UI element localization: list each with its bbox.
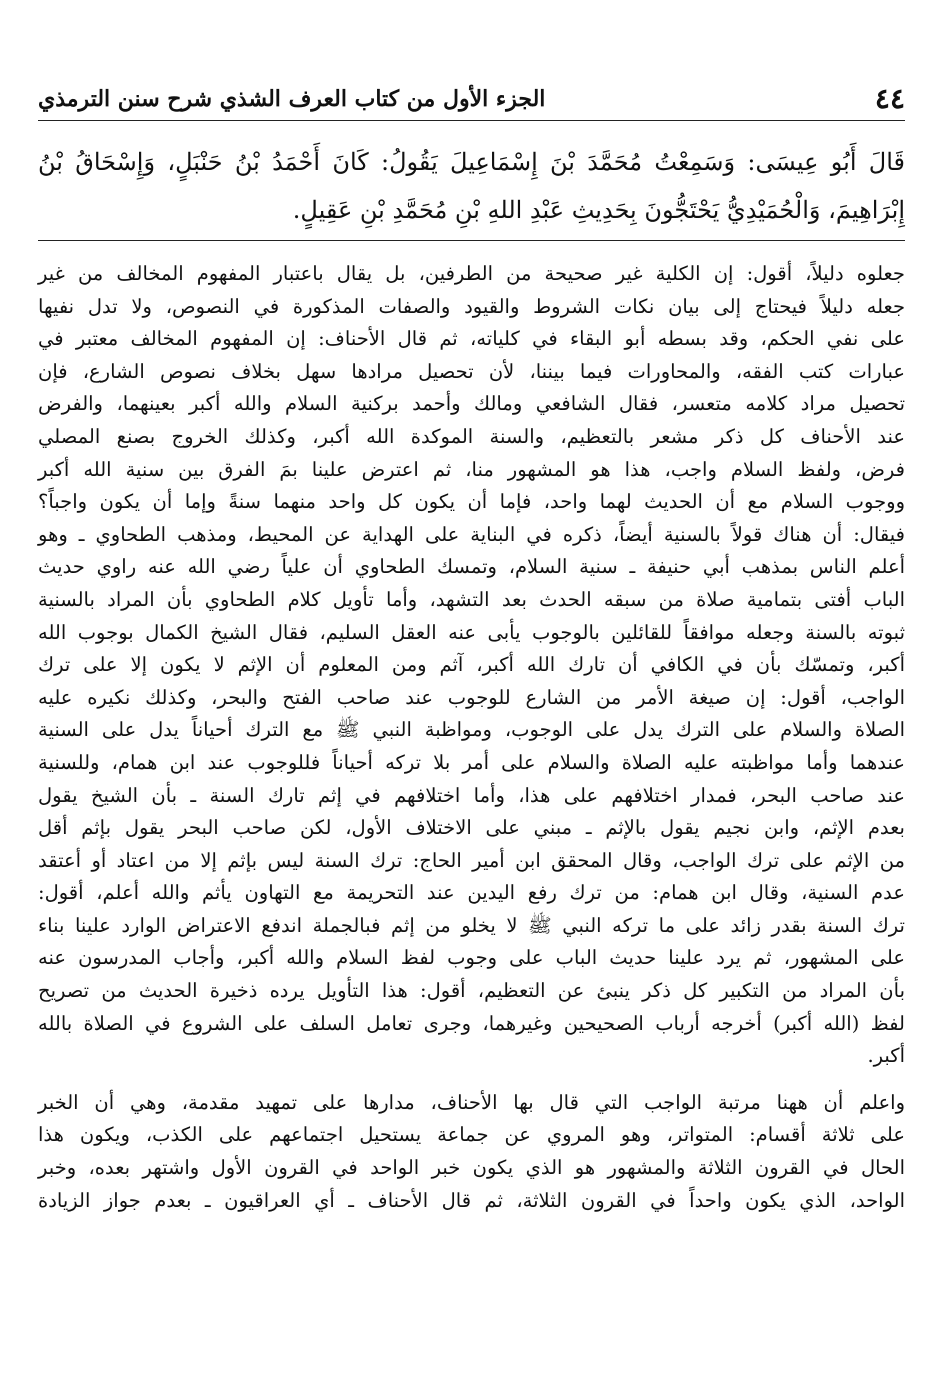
text-line: فرض، ولفظ السلام واجب، هذا هو المشهور منا، ثم اعترض علينا بمَ الفرق بين سنية الله أكبر bbox=[38, 457, 905, 481]
text-line: لفظ (الله أكبر) أخرجه أرباب الصحيحين وغيرهما، وجرى تعامل السلف على الشروع في الصلاة بالله bbox=[38, 1011, 905, 1035]
text-line: عند الأحناف كل ذكر مشعر بالتعظيم، والسنة الموكدة الله أكبر، وكذلك الخروج بصنع المصلي bbox=[38, 424, 905, 448]
text-line: جعله دليلاً فيحتاج إلى بيان نكات الشروط والقيود والصفات المذكورة في النصوص، ولا تدل نفيها bbox=[38, 294, 905, 318]
page-header bbox=[38, 80, 905, 121]
text-line: الحال في القرون الثلاثة والمشهور هو الذي يكون خبر الواحد في القرون الأول واشتهر بعده، وخبر bbox=[38, 1156, 905, 1180]
text-line: ترك السنة بقدر زائد على ما تركه النبي ﷺ لا يخلو من إثم فبالجملة اندفع الاعتراض الوارد علينا بناء bbox=[38, 913, 905, 937]
text-line: جعلوه دليلاً، أقول: إن الكلية غير صحيحة من الطرفين، بل يقال باعتبار المفهوم المخالف من غير bbox=[38, 262, 905, 285]
commentary-paragraph-2 bbox=[38, 1087, 905, 1217]
text-line: ووجوب السلام مع أن الحديث لهما واحد، فإما أن يكون كل واحد منهما سنةً وإما أن يكون واجباً؟ bbox=[38, 490, 905, 514]
text-line: بعدم الإثم، وابن نجيم يقول بالإثم ـ مبني على الاختلاف الأول، لكن صاحب البحر يقول بإثم أقل bbox=[38, 816, 905, 840]
text-line: الواجب، أقول: إن صيغة الأمر من الشارع للوجوب عند صاحب الفتح والبحر، وكذلك نكيره عليه bbox=[38, 685, 905, 709]
text-line: أكبر، وتمسّك بأن في الكافي أن تارك الله أكبر، آثم ومن المعلوم أن الإثم لا يكون إلا على ترك bbox=[38, 653, 905, 677]
text-line: ثبوته بالسنة وجعله موافقاً للقائلين بالوجوب يأبى عنه العقل السليم، فقال الشيخ الكمال بوجوب الله bbox=[38, 620, 905, 644]
commentary bbox=[38, 258, 905, 1217]
text-line: الواحد، الذي يكون واحداً في القرون الثلاثة، ثم قال الأحناف ـ أي العراقيون ـ بعدم جواز الزيادة bbox=[38, 1188, 905, 1212]
text-line: من الإثم على ترك الواجب، وقال المحقق ابن أمير الحاج: ترك السنة ليس بإثم إلا من اعتاد أو أعتقد bbox=[38, 848, 905, 872]
text-line: عبارات كتب الفقه، والمحاورات فيما بيننا، لأن تحصيل مرادها سهل بخلاف نصوص الشارع، فإن bbox=[38, 359, 905, 383]
text-line: على المشهور، ثم يرد علينا حديث الباب على وجوب لفظ السلام والله أكبر، وأجاب المدرسون عنه bbox=[38, 946, 905, 970]
section-divider bbox=[38, 240, 905, 241]
text-line: فيقال: أن هناك قولاً بالسنية أيضاً، ذكره في البناية على الهداية عن المحيط، ومذهب الطحاوي ـ وهو bbox=[38, 522, 905, 546]
text-line: الباب أفتى بتمامية صلاة من سبقه الحدث بعد التشهد، وأما تأويل كلام الطحاوي بأن المراد بالسنية bbox=[38, 587, 905, 611]
text-line: الصلاة والسلام على الترك يدل على الوجوب، ومواظبة النبي ﷺ مع الترك أحياناً يدل على السنية bbox=[38, 718, 905, 742]
text-line: تحصيل مراد كلامه متعسر، فقال الشافعي ومالك وأحمد بركنية السلام والله أكبر بعينهما، والفرض bbox=[38, 392, 905, 416]
text-line: على ثلاثة أقسام: المتواتر، وهو المروي عن جماعة يستحيل اجتماعهم على الكذب، ويكون هذا bbox=[38, 1123, 905, 1147]
text-line: عند صاحب البحر، فمدار اختلافهم على هذا، وأما اختلافهم في إثم تارك السنة ـ بأن الشيخ يقول bbox=[38, 783, 905, 807]
text-line: بأن المراد من التكبير كل ذكر ينبئ عن التعظيم، أقول: هذا التأويل يرده ذخيرة الحديث من تصريح bbox=[38, 979, 905, 1003]
commentary-paragraph-1 bbox=[38, 258, 905, 1073]
page-number: ٤٤ bbox=[874, 82, 905, 115]
text-line: أعلم الناس بمذهب أبي حنيفة ـ سنية السلام، وتمسك الطحاوي أن علياً رضي الله عنه راوي حديث bbox=[38, 555, 905, 579]
hadith-text: قَالَ أَبُو عِيسَى: وَسَمِعْتُ مُحَمَّدَ بْنَ إِسْمَاعِيلَ يَقُولُ: كَانَ أَحْمَدُ بْنُ حَنْبَلٍ، وَإِسْحَاقُ بْنُ إِبْرَاهِيمَ، وَالْحُمَيْدِيُّ يَحْتَجُّونَ بِحَدِيثِ عَبْدِ اللهِ بْنِ مُحَمَّدِ بْنِ عَقِيلٍ. bbox=[38, 148, 905, 224]
text-line: واعلم أن ههنا مرتبة الواجب التي قال بها الأحناف، مدارها على تمهيد مقدمة، وهي أن الخبر bbox=[38, 1090, 905, 1114]
running-title: الجزء الأول من كتاب العرف الشذي شرح سنن الترمذي bbox=[38, 86, 546, 112]
text-line: على نفي الحكم، وقد بسطه أبو البقاء في كلياته، ثم قال الأحناف: إن المفهوم المخالف معتبر في bbox=[38, 327, 905, 351]
text-line: عدم السنية، وقال ابن همام: من ترك رفع اليدين عند التحريمة مع التهاون يأثم والله أعلم، أقول: bbox=[38, 881, 905, 905]
text-line: أكبر. bbox=[867, 1044, 905, 1068]
text-line: عندهما وأما مواظبته عليه الصلاة والسلام على أمر بلا تركه أحياناً فللوجوب عند ابن همام، وللسنية bbox=[38, 750, 905, 774]
